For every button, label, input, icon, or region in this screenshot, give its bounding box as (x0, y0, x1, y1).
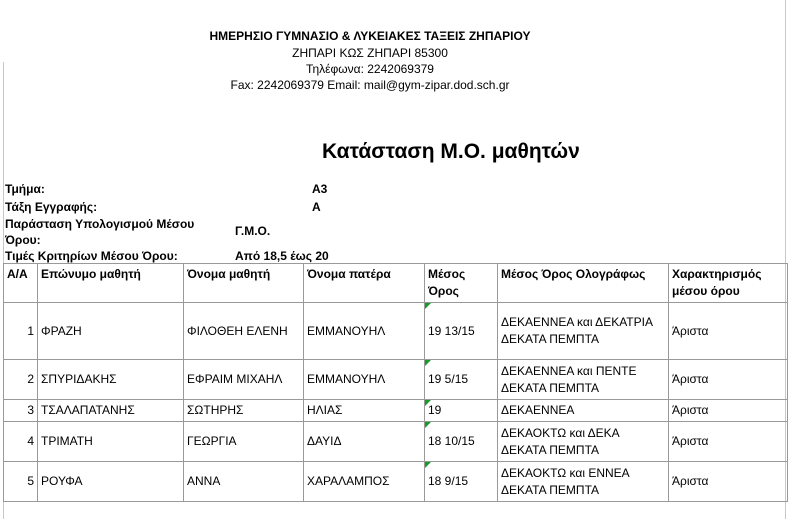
calc-label-line1: Παράσταση Υπολογισμού Μέσου (5, 217, 195, 231)
school-name: ΗΜΕΡΗΣΙΟ ΓΥΜΝΑΣΙΟ & ΛΥΚΕΙΑΚΕΣ ΤΑΞΕΙΣ ΖΗΠΑΡΙΟΥ (209, 29, 531, 43)
col-header-surname: Επώνυμο μαθητή (38, 264, 184, 303)
cell-characterization: Άριστα (669, 400, 788, 422)
cell-name: ΕΦΡΑΙΜ ΜΙΧΑΗΛ (184, 360, 304, 400)
table-row (4, 422, 788, 462)
col-header-char-line1: Χαρακτηρισμός (672, 267, 762, 281)
cell-average-words: ΔΕΚΑΟΚΤΩ και ΕΝΝΕΑ ΔΕΚΑΤΑ ΠΕΜΠΤΑ (498, 462, 669, 502)
students-table (3, 263, 788, 502)
cell-surname: ΡΟΥΦΑ (38, 462, 184, 502)
cell-characterization: Άριστα (669, 360, 788, 400)
col-header-average-line2: Όρος (428, 284, 459, 298)
class-label: Τάξη Εγγραφής: (5, 200, 98, 214)
cell-average: 19 13/15 (425, 303, 498, 360)
cell-father: ΕΜΜΑΝΟΥΗΛ (304, 303, 425, 360)
cell-father: ΧΑΡΑΛΑΜΠΟΣ (304, 462, 425, 502)
table-header-row (4, 264, 788, 303)
school-fax-email: Fax: 2242069379 Email: mail@gym-zipar.dod.sch.gr (230, 78, 510, 92)
col-header-average-words: Μέσος Όρος Ολογράφως (498, 264, 669, 303)
criteria-label: Τιμές Κριτηρίων Μέσου Όρου: (5, 249, 178, 263)
cell-name: ΓΕΩΡΓΙΑ (184, 422, 304, 462)
col-header-char-line2: μέσου όρου (672, 284, 740, 298)
cell-surname: ΦΡΑΖΗ (38, 303, 184, 360)
criteria-value: Από 18,5 έως 20 (235, 249, 329, 263)
cell-aa: 4 (4, 422, 38, 462)
col-header-average-line1: Μέσος (428, 267, 466, 281)
table-row (4, 462, 788, 502)
cell-name: ΦΙΛΟΘΕΗ ΕΛΕΝΗ (184, 303, 304, 360)
cell-father: ΗΛΙΑΣ (304, 400, 425, 422)
col-header-characterization (669, 264, 788, 303)
cell-average: 18 9/15 (425, 462, 498, 502)
cell-surname: ΣΠΥΡΙΔΑΚΗΣ (38, 360, 184, 400)
cell-father: ΔΑΥΙΔ (304, 422, 425, 462)
school-address: ΖΗΠΑΡΙ ΚΩΣ ΖΗΠΑΡΙ 85300 (292, 46, 448, 60)
col-header-aa: Α/Α (4, 264, 38, 303)
cell-surname: ΤΡΙΜΑΤΗ (38, 422, 184, 462)
cell-father: ΕΜΜΑΝΟΥΗΛ (304, 360, 425, 400)
school-phone: Τηλέφωνα: 2242069379 (306, 62, 434, 76)
col-header-name: Όνομα μαθητή (184, 264, 304, 303)
cell-characterization: Άριστα (669, 422, 788, 462)
cell-name: ΑΝΝΑ (184, 462, 304, 502)
cell-average-words: ΔΕΚΑΕΝΝΕΑ (498, 400, 669, 422)
cell-average: 18 10/15 (425, 422, 498, 462)
cell-name: ΣΩΤΗΡΗΣ (184, 400, 304, 422)
cell-aa: 1 (4, 303, 38, 360)
cell-average: 19 5/15 (425, 360, 498, 400)
cell-aa: 3 (4, 400, 38, 422)
col-header-average (425, 264, 498, 303)
cell-average-words: ΔΕΚΑΟΚΤΩ και ΔΕΚΑ ΔΕΚΑΤΑ ΠΕΜΠΤΑ (498, 422, 669, 462)
cell-average-words: ΔΕΚΑΕΝΝΕΑ και ΔΕΚΑΤΡΙΑ ΔΕΚΑΤΑ ΠΕΜΠΤΑ (498, 303, 669, 360)
cell-characterization: Άριστα (669, 462, 788, 502)
table-row (4, 360, 788, 400)
cell-surname: ΤΣΑΛΑΠΑΤΑΝΗΣ (38, 400, 184, 422)
report-title: Κατάσταση Μ.Ο. μαθητών (322, 140, 580, 163)
class-value: Α (312, 200, 321, 214)
col-header-father: Όνομα πατέρα (304, 264, 425, 303)
table-row (4, 400, 788, 422)
cell-characterization: Άριστα (669, 303, 788, 360)
section-value: Α3 (312, 182, 328, 196)
cell-aa: 2 (4, 360, 38, 400)
calc-label-line2: Όρου: (5, 233, 41, 247)
cell-aa: 5 (4, 462, 38, 502)
table-row (4, 303, 788, 360)
cell-average-words: ΔΕΚΑΕΝΝΕΑ και ΠΕΝΤΕ ΔΕΚΑΤΑ ΠΕΜΠΤΑ (498, 360, 669, 400)
cell-average: 19 (425, 400, 498, 422)
calc-value: Γ.Μ.Ο. (235, 224, 271, 238)
section-label: Τμήμα: (5, 182, 45, 196)
